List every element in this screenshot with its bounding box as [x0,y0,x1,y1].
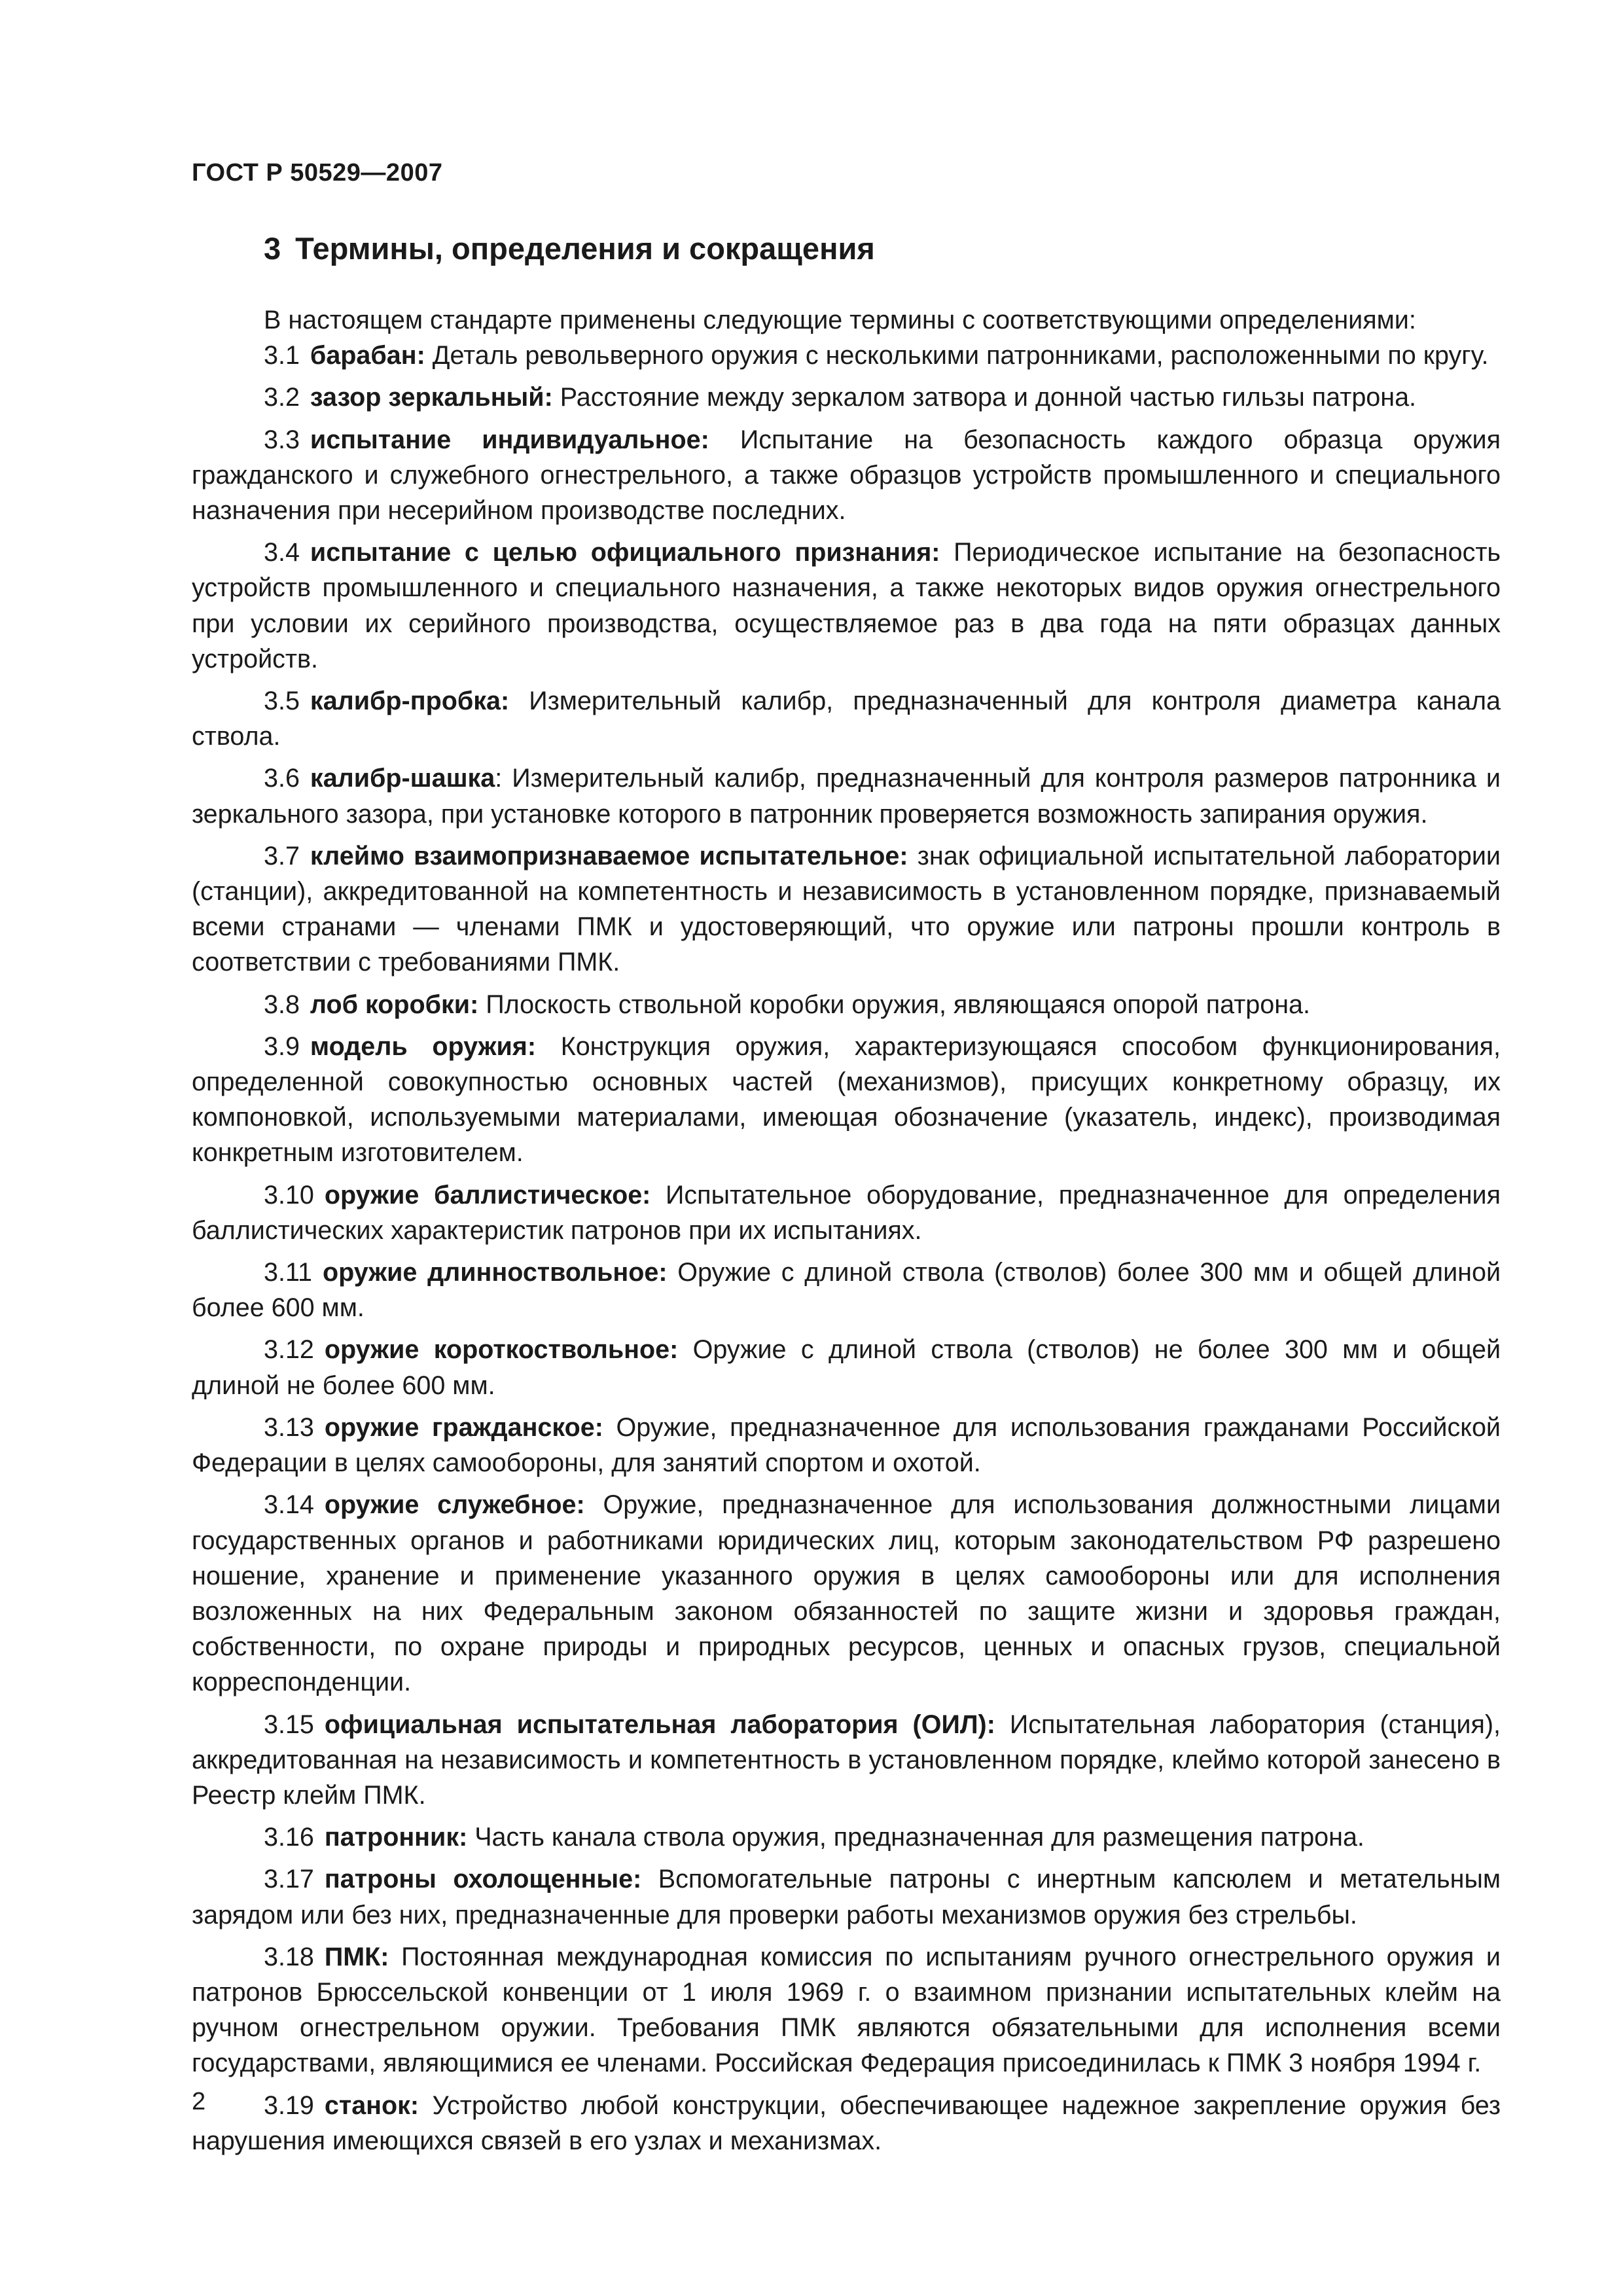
term-entry [192,838,1501,980]
term-number: 3.1 [264,341,300,370]
term-entry [192,1029,1501,1171]
term-name: лоб коробки: [310,990,479,1019]
term-entry [192,1939,1501,2081]
term-entry [192,1177,1501,1248]
terms-list [192,338,1501,2159]
term-name: калибр-пробка: [310,687,510,716]
term-definition: Испытательная лаборатория (станция), аккредитованная на независимость и компетентность в установленном порядке, клеймо которой занесено в Реестр клейм ПМК. [192,1710,1501,1810]
term-number: 3.2 [264,383,300,412]
term-entry [192,987,1501,1022]
term-name: ПМК: [324,1942,389,1971]
term-number: 3.14 [264,1490,314,1520]
term-name: оружие короткоствольное: [324,1335,679,1365]
terms-body [192,302,1501,2165]
term-name: испытание с целью официального признания: [310,538,940,567]
term-entry [192,1255,1501,1325]
document-code: ГОСТ Р 50529—2007 [192,159,443,187]
term-number: 3.6 [264,764,300,793]
term-name: патроны охолощенные: [324,1865,642,1894]
term-entry [192,1410,1501,1480]
term-entry [192,1707,1501,1814]
term-entry [192,1861,1501,1932]
term-entry [192,1332,1501,1403]
term-number: 3.15 [264,1710,314,1739]
term-name: зазор зеркальный: [310,383,553,412]
term-name: испытание индивидуальное: [310,425,709,454]
term-definition: Часть канала ствола оружия, предназначенная для размещения патрона. [467,1823,1364,1852]
section-title: Термины, определения и сокращения [295,231,875,266]
term-number: 3.5 [264,687,300,716]
term-entry [192,1487,1501,1700]
term-name: оружие длинноствольное: [322,1258,668,1287]
intro-paragraph: В настоящем стандарте применены следующие термины с соответствующими определениями: [264,306,1416,334]
term-definition: Плоскость ствольной коробки оружия, являющаяся опорой патрона. [478,990,1310,1019]
term-definition: Периодическое испытание на безопасность устройств промышленного и специального назначения, а также некоторых видов оружия огнестрельного при условии их серийного производства, осуществляемое раз в два года на пяти образцах данных устройств. [192,538,1501,673]
term-number: 3.7 [264,841,300,870]
term-definition: Оружие с длиной ствола (стволов) более 300 мм и общей длиной более 600 мм. [192,1258,1501,1323]
term-definition: знак официальной испытательной лаборатории (станции), аккредитованной на компетентность и независимость в установленном порядке, признаваемый всеми странами — членами ПМК и удостоверяющий, что оружие или патроны прошли контроль в соответствии с требованиями ПМК. [192,841,1501,977]
term-definition: Устройство любой конструкции, обеспечивающее надежное закрепление оружия без нарушения имеющихся связей в его узлах и механизмах. [192,2090,1501,2155]
term-name: станок: [324,2090,419,2120]
term-number: 3.18 [264,1942,314,1971]
term-number: 3.3 [264,425,300,454]
term-name: оружие гражданское: [324,1412,603,1442]
term-number: 3.9 [264,1031,300,1061]
term-number: 3.19 [264,2090,314,2120]
term-definition: Измерительный калибр, предназначенный для контроля диаметра канала ствола. [192,687,1501,751]
term-entry [192,535,1501,677]
term-definition: Испытательное оборудование, предназначенное для определения баллистических характеристик патронов при их испытаниях. [192,1180,1501,1245]
term-definition: Расстояние между зеркалом затвора и донной частью гильзы патрона. [552,383,1417,412]
term-entry [192,338,1501,373]
term-entry [192,1820,1501,1855]
term-definition: Оружие, предназначенное для использования должностными лицами государственных органов и работниками юридических лиц, которым законодательством РФ разрешено ношение, хранение и применение указанного оружия в целях самообороны или для исполнения возложенных на них Федеральным законом обязанностей по защите жизни и здоровья граждан, собственности, по охране природы и природных ресурсов, ценных и опасных грузов, специальной корреспонденции. [192,1490,1501,1697]
term-entry [192,761,1501,831]
term-name: официальная испытательная лаборатория (ОИЛ): [324,1710,995,1739]
term-definition: Оружие с длиной ствола (стволов) не более 300 мм и общей длиной не более 600 мм. [192,1335,1501,1400]
term-number: 3.12 [264,1335,314,1365]
section-number: 3 [264,231,281,266]
term-entry [192,2088,1501,2159]
term-name: клеймо взаимопризнаваемое испытательное: [310,841,908,870]
term-definition: Испытание на безопасность каждого образца оружия гражданского и служебного огнестрельного, а также образцов устройств промышленного и специального назначения при несерийном производстве последних. [192,425,1501,526]
term-definition: Деталь револьверного оружия с несколькими патронниками, расположенными по кругу. [425,341,1489,370]
term-number: 3.11 [264,1258,312,1287]
term-entry [192,380,1501,415]
term-number: 3.4 [264,538,300,567]
term-name: оружие баллистическое: [324,1180,651,1210]
section-heading [264,230,875,266]
term-number: 3.13 [264,1412,314,1442]
term-definition: Вспомогательные патроны с инертным капсюлем и метательным зарядом или без них, предназначенные для проверки работы механизмов оружия без стрельбы. [192,1865,1501,1929]
page-number: 2 [192,2088,206,2115]
term-definition: : Измерительный калибр, предназначенный для контроля размеров патронника и зеркального зазора, при установке которого в патронник проверяется возможность запирания оружия. [192,764,1501,829]
term-entry [192,683,1501,754]
term-number: 3.17 [264,1865,314,1894]
term-number: 3.10 [264,1180,314,1210]
term-name: модель оружия: [310,1031,537,1061]
term-number: 3.8 [264,990,300,1019]
term-definition: Постоянная международная комиссия по испытаниям ручного огнестрельного оружия и патронов Брюссельской конвенции от 1 июля 1969 г. о взаимном признании испытательных клейм на ручном огнестрельном оружии. Требования ПМК являются обязательными для исполнения всеми государствами, являющимися ее членами. Российская Федерация присоединилась к ПМК 3 ноября 1994 г. [192,1942,1501,2078]
term-number: 3.16 [264,1823,314,1852]
term-name: барабан: [310,341,425,370]
term-definition: Оружие, предназначенное для использования гражданами Российской Федерации в целях самообороны, для занятий спортом и охотой. [192,1412,1501,1478]
term-name: оружие служебное: [324,1490,585,1520]
term-name: патронник: [324,1823,468,1852]
term-definition: Конструкция оружия, характеризующаяся способом функционирования, определенной совокупностью основных частей (механизмов), присущих конкретному образцу, их компоновкой, используемыми материалами, имеющая обозначение (указатель, индекс), производимая конкретным изготовителем. [192,1031,1501,1168]
term-entry [192,422,1501,529]
term-name: калибр-шашка [310,764,495,793]
